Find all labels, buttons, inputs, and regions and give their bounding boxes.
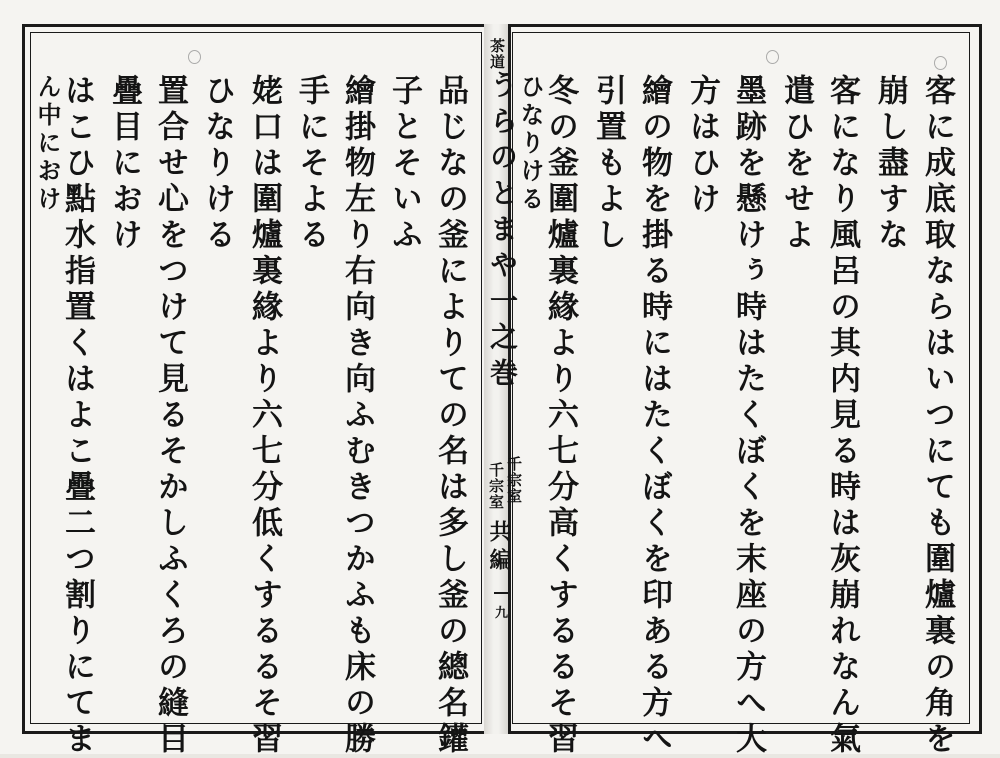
left-col-7: 置合せ心をつけて見るそかしふくろの縫目 (152, 74, 188, 758)
separator-line (494, 592, 510, 594)
faint-mark (934, 56, 947, 70)
right-col-9: 冬の釜圍爐裏緣より六七分高くするるそ習 (542, 74, 578, 758)
author-tag-1: 千宗室 (505, 456, 523, 504)
left-col-3: 繪掛物左り右向き向ふむきつかふも床の勝 (339, 74, 375, 758)
tag-tea: 茶道 (488, 38, 506, 70)
right-col-8: 引置もよし (590, 74, 626, 254)
right-col-2: 崩し盡すな (872, 74, 908, 254)
left-col-6: ひなりける (199, 74, 235, 254)
left-col-4: 手にそよる (293, 74, 329, 254)
page-number: 九 (495, 606, 509, 621)
right-col-3: 客になり風呂の其内見る時は灰崩れなん氣 (824, 74, 860, 758)
left-col-9: はこひ點水指置くはよこ疊二つ割りにてま (59, 74, 95, 758)
left-col-1: 品じなの釜によりての名は多し釜の總名鑵 (432, 74, 468, 758)
left-col-2: 子とそいふ (386, 74, 422, 254)
edit-label: 共編 (486, 520, 512, 576)
left-col-10: ん中におけ (33, 74, 62, 214)
right-col-1: 客に成底取ならはいつにても圍爐裏の角を (919, 74, 955, 758)
right-col-10: ひなりける (516, 74, 545, 214)
right-col-6: 方はひけ (684, 74, 720, 218)
author-tag-2: 千宗室 (487, 462, 505, 510)
right-col-5: 墨跡を懸けぅ時はたくぼくを末座の方へ大 (730, 74, 766, 758)
faint-mark (188, 50, 201, 64)
faint-mark (766, 50, 779, 64)
left-col-8: 疊目におけ (106, 74, 142, 254)
right-col-4: 遣ひをせよ (778, 74, 814, 254)
left-col-5: 姥口は圍爐裏緣より六七分低くするるそ習 (246, 74, 282, 758)
book-title: うらのとまや一之巻 (486, 70, 519, 394)
right-col-7: 繪の物を掛る時にはたくぼくを印ある方へ (636, 74, 672, 758)
